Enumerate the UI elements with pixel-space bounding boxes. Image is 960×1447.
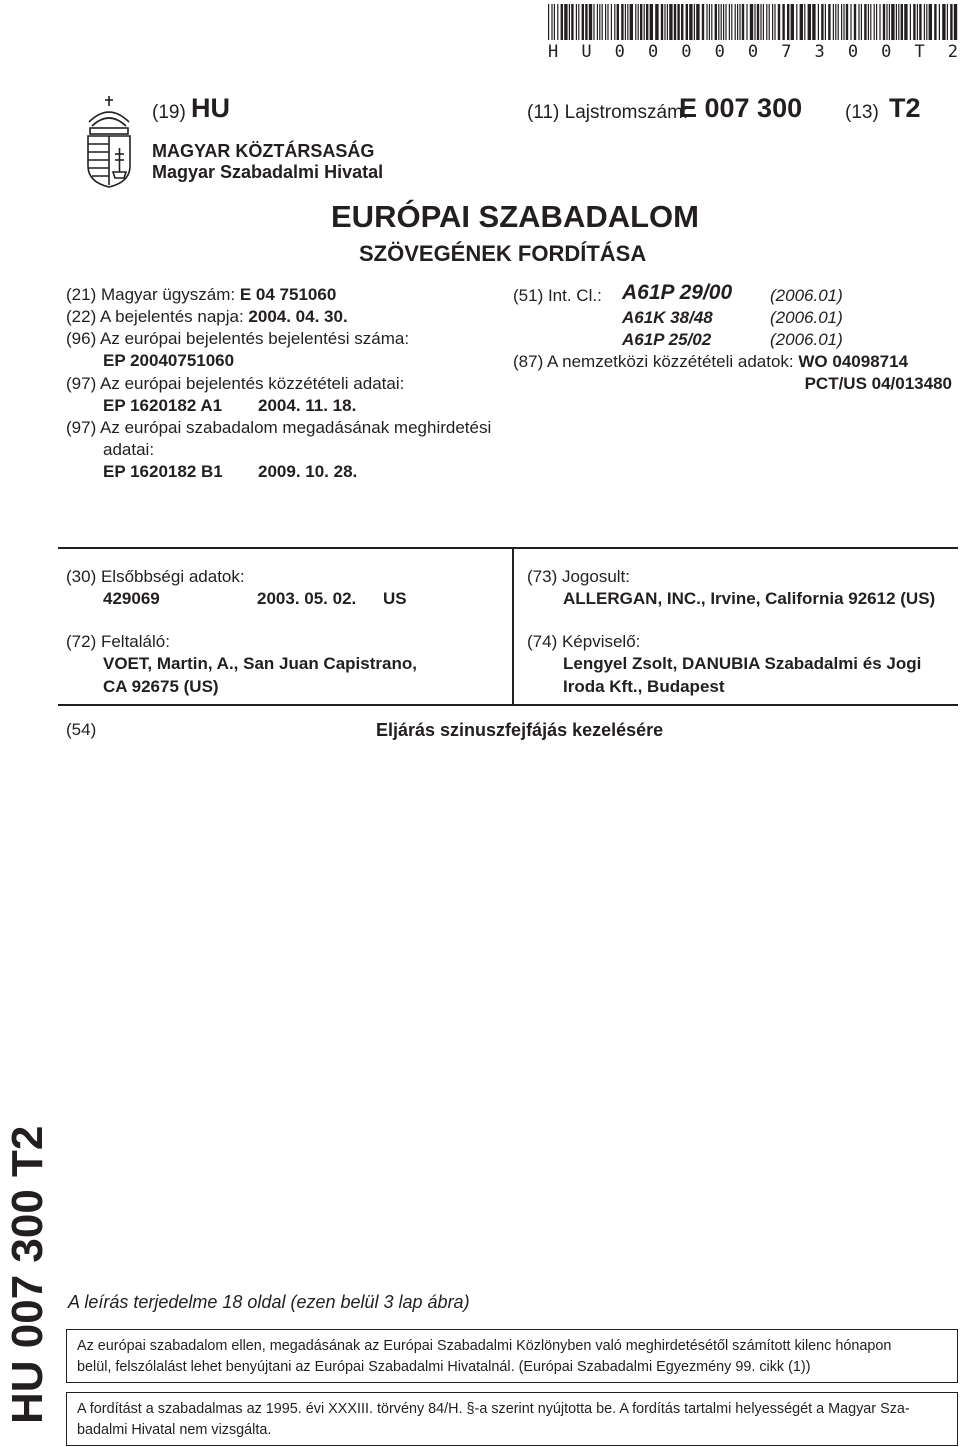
barcode-bar bbox=[681, 4, 683, 40]
barcode-bar bbox=[804, 4, 805, 40]
barcode-bar bbox=[548, 4, 549, 40]
barcode-bar bbox=[646, 4, 648, 40]
proprietor-address: , Irvine, California 92612 (US) bbox=[700, 589, 936, 608]
field-96-value: EP 20040751060 bbox=[103, 351, 235, 370]
field-74-label: (74) Képviselő: bbox=[527, 632, 641, 651]
barcode-bar bbox=[929, 4, 932, 40]
barcode-bar bbox=[772, 4, 773, 40]
barcode-bar bbox=[582, 4, 584, 40]
barcode-bar bbox=[858, 4, 859, 40]
ipc-code-2: A61K 38/48 bbox=[622, 308, 713, 327]
field-97a-date: 2004. 11. 18. bbox=[258, 396, 357, 415]
barcode-bar bbox=[924, 4, 925, 40]
barcode-bar bbox=[896, 4, 897, 40]
barcode-bar bbox=[711, 4, 712, 40]
field-21-label: (21) Magyar ügyszám: bbox=[66, 285, 236, 304]
field-13-label: (13) bbox=[845, 102, 879, 123]
barcode-bar bbox=[934, 4, 936, 40]
ipc-code-3: A61P 25/02 bbox=[622, 330, 712, 349]
representative-firm: Iroda Kft. bbox=[563, 677, 638, 696]
barcode-bar bbox=[605, 4, 606, 40]
field-87-label: (87) A nemzetközi közzétételi adatok: bbox=[513, 352, 794, 371]
ipc-code-1: A61P 29/00 bbox=[622, 281, 733, 304]
field-87-pct: PCT/US 04/013480 bbox=[804, 374, 952, 393]
barcode-bar bbox=[913, 4, 915, 40]
barcode-bar bbox=[602, 4, 603, 40]
barcode-bar bbox=[627, 4, 628, 40]
barcode-bar bbox=[597, 4, 598, 40]
barcode-bar bbox=[667, 4, 668, 40]
barcode-bar bbox=[791, 4, 794, 40]
field-30-number: 429069 bbox=[103, 589, 160, 608]
representative-city: , Budapest bbox=[637, 677, 725, 696]
barcode-caption: H U 0 0 0 0 0 7 3 0 0 T 2 bbox=[548, 42, 958, 62]
barcode-bar bbox=[694, 4, 695, 40]
barcode-bar bbox=[742, 4, 744, 40]
barcode-bar bbox=[599, 4, 600, 40]
coat-of-arms-emblem bbox=[80, 92, 138, 188]
barcode-bar bbox=[950, 4, 952, 40]
barcode-bar bbox=[904, 4, 907, 40]
barcode-bar bbox=[939, 4, 940, 40]
barcode bbox=[548, 4, 958, 40]
barcode-bar bbox=[723, 4, 724, 40]
barcode-bar bbox=[721, 4, 722, 40]
section-divider bbox=[512, 547, 514, 704]
page-count-note: A leírás terjedelme 18 oldal (ezen belül 3 lap ábra) bbox=[68, 1292, 470, 1312]
barcode-bar bbox=[782, 4, 784, 40]
office-name: Magyar Szabadalmi Hivatal bbox=[152, 162, 384, 182]
barcode-bar bbox=[564, 4, 567, 40]
barcode-bar bbox=[746, 4, 747, 40]
barcode-bar bbox=[886, 4, 887, 40]
barcode-text bbox=[548, 42, 958, 62]
field-11-label: (11) Lajstromszám: bbox=[527, 102, 689, 123]
barcode-bar bbox=[635, 4, 636, 40]
opposition-notice-box bbox=[66, 1329, 958, 1383]
barcode-bar bbox=[879, 4, 880, 40]
barcode-bar bbox=[841, 4, 842, 40]
barcode-bar bbox=[861, 4, 862, 40]
barcode-bar bbox=[557, 4, 558, 40]
barcode-bar bbox=[889, 4, 890, 40]
barcode-bar bbox=[891, 4, 894, 40]
barcode-bar bbox=[614, 4, 615, 40]
inventor-address: CA 92675 (US) bbox=[103, 677, 219, 696]
document-title: EURÓPAI SZABADALOM bbox=[331, 199, 699, 234]
barcode-bar bbox=[796, 4, 797, 40]
barcode-bar bbox=[750, 4, 753, 40]
inventor-name: VOET, Martin, A. bbox=[103, 654, 234, 673]
barcode-bar bbox=[874, 4, 875, 40]
barcode-bar bbox=[664, 4, 665, 40]
barcode-bar bbox=[883, 4, 885, 40]
translation-notice-box bbox=[66, 1392, 958, 1446]
barcode-bar bbox=[669, 4, 672, 40]
field-51-label: (51) Int. Cl.: bbox=[513, 286, 602, 305]
barcode-bar bbox=[621, 4, 623, 40]
barcode-bar bbox=[715, 4, 717, 40]
registration-number: E 007 300 bbox=[679, 93, 803, 123]
country-code: HU bbox=[191, 93, 230, 123]
field-30-country: US bbox=[383, 589, 407, 608]
barcode-bar bbox=[876, 4, 877, 40]
barcode-bar bbox=[696, 4, 699, 40]
barcode-bar bbox=[709, 4, 710, 40]
barcode-bar bbox=[729, 4, 730, 40]
barcode-bar bbox=[769, 4, 770, 40]
barcode-bar bbox=[763, 4, 764, 40]
barcode-bar bbox=[954, 4, 957, 40]
section-rule-top bbox=[58, 547, 958, 549]
ipc-version-3: (2006.01) bbox=[770, 330, 843, 349]
barcode-bar bbox=[835, 4, 836, 40]
barcode-bar bbox=[868, 4, 869, 40]
barcode-bar bbox=[778, 4, 780, 40]
barcode-bar bbox=[686, 4, 688, 40]
office-country: MAGYAR KÖZTÁRSASÁG bbox=[152, 141, 375, 161]
field-22-value: 2004. 04. 30. bbox=[248, 307, 348, 326]
barcode-bar bbox=[800, 4, 803, 40]
barcode-bar bbox=[561, 4, 563, 40]
barcode-bar bbox=[808, 4, 811, 40]
opposition-notice-line1: Az európai szabadalom ellen, megadásának az Európai Szabadalmi Közlönyben való meghirdetésétől számított kilenc hónapon bbox=[77, 1338, 892, 1354]
barcode-bar bbox=[870, 4, 871, 40]
barcode-bar bbox=[554, 4, 555, 40]
barcode-bar bbox=[625, 4, 626, 40]
barcode-bar bbox=[754, 4, 755, 40]
barcode-bar bbox=[677, 4, 679, 40]
barcode-bar bbox=[787, 4, 789, 40]
barcode-bar bbox=[947, 4, 948, 40]
barcode-bar bbox=[706, 4, 707, 40]
barcode-bar bbox=[702, 4, 704, 40]
barcode-bar bbox=[850, 4, 851, 40]
barcode-bar bbox=[585, 4, 587, 40]
barcode-bar bbox=[812, 4, 815, 40]
field-19-label: (19) bbox=[152, 102, 186, 123]
ipc-version-2: (2006.01) bbox=[770, 308, 843, 327]
representative-line1: Lengyel Zsolt, DANUBIA Szabadalmi és Jogi bbox=[563, 654, 922, 673]
barcode-bar bbox=[569, 4, 570, 40]
proprietor-name: ALLERGAN, INC. bbox=[563, 589, 701, 608]
field-72-label: (72) Feltaláló: bbox=[66, 632, 170, 651]
barcode-bar bbox=[917, 4, 918, 40]
barcode-bar bbox=[578, 4, 579, 40]
inventor-city: , San Juan Capistrano, bbox=[233, 654, 417, 673]
barcode-bar bbox=[725, 4, 726, 40]
field-96-label: (96) Az európai bejelentés bejelentési száma: bbox=[66, 329, 410, 348]
barcode-bar bbox=[760, 4, 761, 40]
barcode-bar bbox=[833, 4, 834, 40]
barcode-bar bbox=[731, 4, 732, 40]
barcode-bar bbox=[898, 4, 899, 40]
translation-notice-line1: A fordítást a szabadalmas az 1995. évi XXXIII. törvény 84/H. §-a szerint nyújtotta be. A fordítás tartalmi helyességét a Magyar Sza- bbox=[77, 1401, 910, 1417]
barcode-bar bbox=[737, 4, 738, 40]
field-54-label: (54) bbox=[66, 720, 97, 739]
barcode-bar bbox=[735, 4, 736, 40]
barcode-bar bbox=[825, 4, 826, 40]
barcode-bar bbox=[640, 4, 642, 40]
barcode-bar bbox=[644, 4, 645, 40]
document-subtitle: SZÖVEGÉNEK FORDÍTÁSA bbox=[359, 241, 647, 266]
field-97a-number: EP 1620182 A1 bbox=[103, 396, 223, 415]
barcode-bar bbox=[818, 4, 819, 40]
barcode-bar bbox=[571, 4, 573, 40]
side-vertical-number: HU 007 300 T2 bbox=[3, 1125, 52, 1424]
barcode-bar bbox=[854, 4, 856, 40]
barcode-bar bbox=[655, 4, 658, 40]
barcode-bar bbox=[593, 4, 594, 40]
barcode-bar bbox=[910, 4, 911, 40]
barcode-bar bbox=[739, 4, 740, 40]
ipc-version-1: (2006.01) bbox=[770, 286, 843, 305]
section-rule-bottom bbox=[58, 704, 958, 706]
barcode-bar bbox=[607, 4, 608, 40]
barcode-bar bbox=[942, 4, 945, 40]
barcode-bar bbox=[766, 4, 767, 40]
field-87-wo: WO 04098714 bbox=[798, 352, 909, 371]
field-73-label: (73) Jogosult: bbox=[527, 567, 630, 586]
field-22-label: (22) A bejelentés napja: bbox=[66, 307, 244, 326]
barcode-bar bbox=[551, 4, 552, 40]
field-30-date: 2003. 05. 02. bbox=[257, 589, 357, 608]
barcode-bar bbox=[843, 4, 844, 40]
barcode-bar bbox=[589, 4, 592, 40]
field-97b-label-line1: (97) Az európai szabadalom megadásának meghirdetési bbox=[66, 418, 492, 437]
barcode-bar bbox=[661, 4, 663, 40]
barcode-bar bbox=[576, 4, 577, 40]
barcode-bar bbox=[838, 4, 839, 40]
barcode-bar bbox=[757, 4, 759, 40]
barcode-bar bbox=[774, 4, 775, 40]
invention-title: Eljárás szinuszfejfájás kezelésére bbox=[376, 720, 664, 740]
translation-notice-line2: badalmi Hivatal nem vizsgálta. bbox=[77, 1422, 272, 1438]
field-97b-label-line2: adatai: bbox=[103, 440, 155, 459]
barcode-bar bbox=[901, 4, 903, 40]
barcode-bar bbox=[630, 4, 633, 40]
barcode-bar bbox=[919, 4, 921, 40]
barcode-bar bbox=[718, 4, 719, 40]
barcode-bar bbox=[638, 4, 639, 40]
field-97b-date: 2009. 10. 28. bbox=[258, 462, 358, 481]
barcode-bar bbox=[821, 4, 823, 40]
field-30-label: (30) Elsőbbségi adatok: bbox=[66, 567, 245, 586]
barcode-bar bbox=[611, 4, 612, 40]
barcode-bar bbox=[650, 4, 653, 40]
barcode-bar bbox=[864, 4, 866, 40]
barcode-bar bbox=[674, 4, 676, 40]
field-97a-label: (97) Az európai bejelentés közzétételi adatai: bbox=[66, 374, 405, 393]
barcode-bar bbox=[926, 4, 927, 40]
kind-code: T2 bbox=[889, 93, 921, 123]
barcode-bar bbox=[828, 4, 830, 40]
opposition-notice-line2: belül, felszólalást lehet benyújtani az Európai Szabadalmi Hivatalnál. (Európai Szabadalmi Egyezmény 99. cikk (1)) bbox=[77, 1359, 811, 1375]
barcode-bar bbox=[617, 4, 619, 40]
field-21-value: E 04 751060 bbox=[239, 285, 337, 304]
barcode-bar bbox=[846, 4, 848, 40]
barcode-bar bbox=[689, 4, 692, 40]
field-97b-number: EP 1620182 B1 bbox=[103, 462, 223, 481]
